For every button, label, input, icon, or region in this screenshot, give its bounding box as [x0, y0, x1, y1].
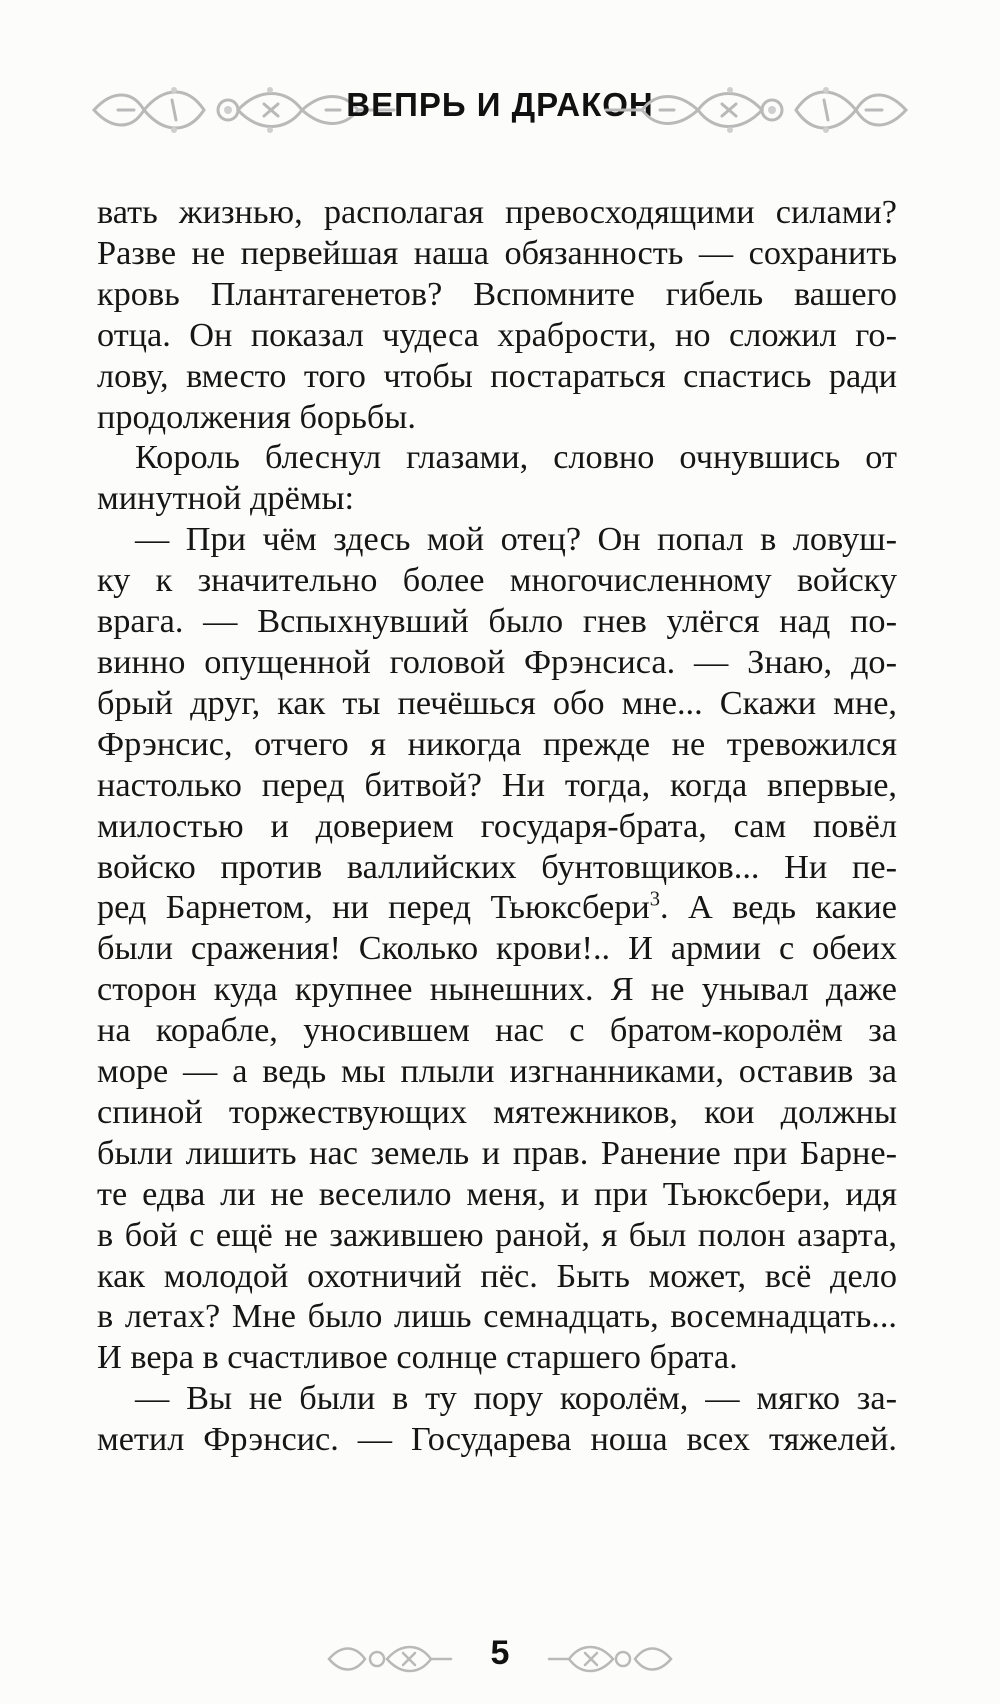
text-line: врага. — Вспыхнувший было гнев улёгся над по- — [97, 602, 897, 641]
text-line: на корабле, уносившем нас с братом-королём за — [97, 1011, 897, 1050]
text-line: милостью и доверием государя-брата, сам повёл — [97, 806, 897, 845]
text-line: спиной торжествующих мятежников, кои должны — [97, 1092, 897, 1131]
text-line: метил Фрэнсис. — Государева ноша всех тяжелей. — [97, 1420, 897, 1459]
text-line: сторон куда крупнее нынешних. Я не унывал даже — [97, 970, 897, 1009]
text-line: продолжения борьбы. — [97, 397, 416, 436]
text-line: были лишить нас земель и прав. Ранение при Барне- — [97, 1133, 897, 1172]
text-line — [97, 887, 897, 928]
text-line: море — а ведь мы плыли изгнанниками, оставив за — [97, 1052, 897, 1091]
floral-scroll-ornament-icon — [598, 60, 912, 160]
footnote-marker[interactable]: 3 — [649, 888, 661, 911]
text-line: брый друг, как ты печёшься обо мне... Скажи мне, — [97, 683, 897, 722]
text-line: в летах? Мне было лишь семнадцать, восемнадцать... — [97, 1297, 897, 1336]
text-line: Разве не первейшая наша обязанность — сохранить — [97, 233, 897, 272]
text-line: кровь Плантагенетов? Вспомните гибель вашего — [97, 274, 897, 313]
text-fragment: ред Барнетом, ни перед Тьюксбери — [97, 888, 650, 927]
text-line: винно опущенной головой Фрэнсиса. — Знаю, до- — [97, 642, 897, 681]
text-line: настолько перед битвой? Ни тогда, когда впервые, — [97, 765, 897, 804]
text-line: Король блеснул глазами, словно очнувшись от — [135, 438, 897, 477]
page-number: 5 — [490, 1634, 510, 1672]
floral-scroll-ornament-icon — [545, 1637, 675, 1681]
text-line: в бой с ещё не зажившею раной, я был полон азарта, — [97, 1215, 897, 1254]
text-line: лову, вместо того чтобы постараться спастись ради — [97, 356, 897, 395]
text-line: были сражения! Сколько крови!.. И армии с обеих — [97, 929, 897, 968]
text-line: ку к значительно более многочисленному войску — [97, 561, 897, 600]
running-header-title: ВЕПРЬ И ДРАКОН — [346, 86, 654, 123]
text-line: отца. Он показал чудеса храбрости, но сложил го- — [97, 315, 897, 354]
text-line: И вера в счастливое солнце старшего брата. — [97, 1338, 738, 1377]
text-fragment: . А ведь какие — [660, 888, 898, 927]
page-body-text — [97, 192, 897, 1460]
text-line: вать жизнью, располагая превосходящими силами? — [97, 193, 897, 231]
text-line: как молодой охотничий пёс. Быть может, всё дело — [97, 1256, 897, 1295]
text-line: — Вы не были в ту пору королём, — мягко за- — [135, 1379, 897, 1418]
page-footer — [0, 1625, 1000, 1685]
text-line: минутной дрёмы: — [97, 479, 355, 518]
text-line: — При чём здесь мой отец? Он попал в ловуш- — [135, 520, 897, 559]
text-line: войско против валлийских бунтовщиков... Ни пе- — [97, 847, 897, 886]
text-line: те едва ли не веселило меня, и при Тьюксбери, идя — [97, 1174, 897, 1213]
running-header — [0, 60, 1000, 160]
text-line: Фрэнсис, отчего я никогда прежде не тревожился — [97, 724, 897, 763]
